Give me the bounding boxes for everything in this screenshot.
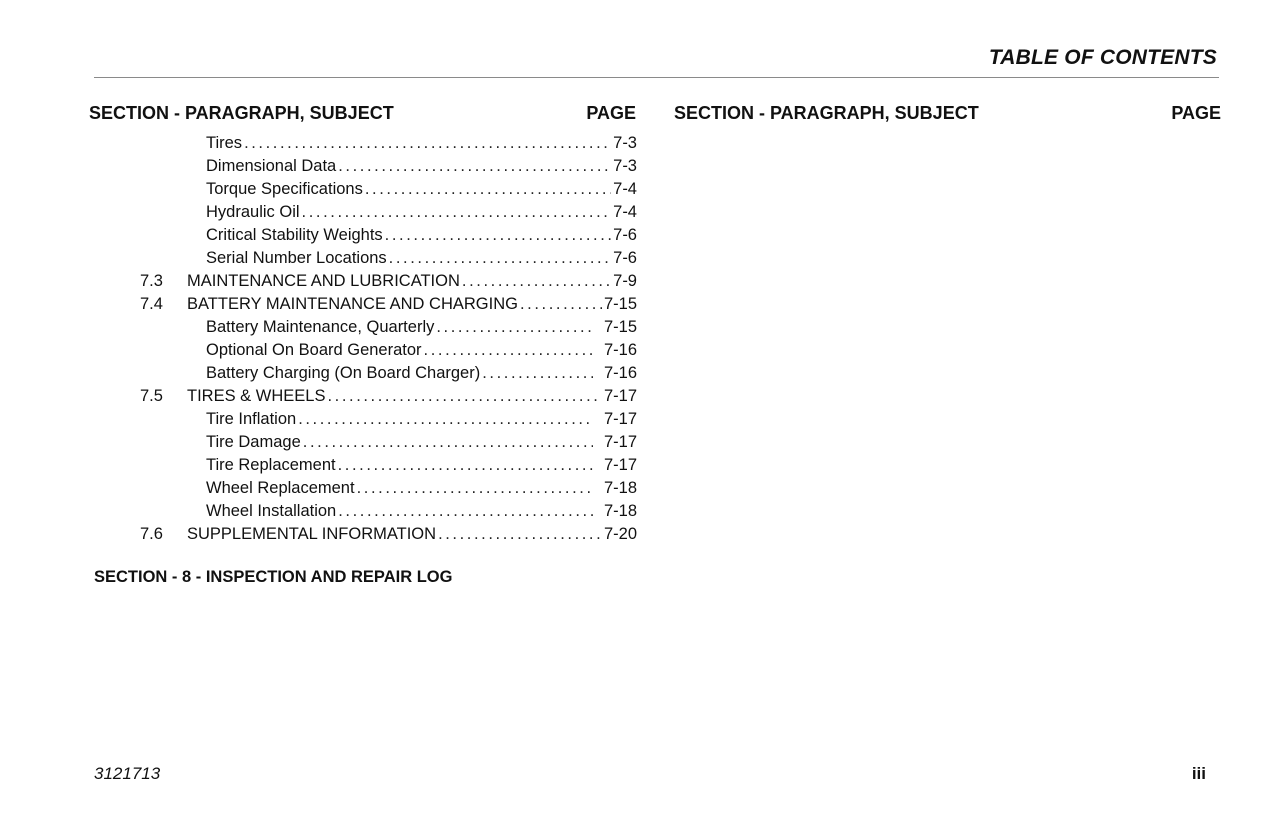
- toc-entry[interactable]: [140, 454, 637, 477]
- toc-leader-dots: [424, 339, 593, 362]
- toc-entry-line: [206, 132, 637, 155]
- toc-leader-dots: [327, 385, 602, 408]
- toc-entry-line: [187, 523, 637, 546]
- section-8-heading[interactable]: SECTION - 8 - INSPECTION AND REPAIR LOG: [94, 568, 453, 586]
- toc-entry-page: 7-3: [613, 134, 637, 152]
- toc-entry-line: [206, 155, 637, 178]
- toc-entry[interactable]: [140, 316, 637, 339]
- toc-entry[interactable]: [140, 385, 637, 408]
- toc-entry[interactable]: [140, 500, 637, 523]
- toc-leader-dots: [462, 270, 611, 293]
- toc-entry-title: SUPPLEMENTAL INFORMATION: [187, 525, 437, 543]
- toc-entry-title: Wheel Replacement: [206, 479, 355, 497]
- toc-leader-dots: [436, 316, 593, 339]
- toc-entry-title: Critical Stability Weights: [206, 226, 383, 244]
- toc-entry[interactable]: [140, 132, 637, 155]
- right-subject-label: SECTION - PARAGRAPH, SUBJECT: [674, 103, 979, 123]
- toc-entry-line: [206, 431, 637, 454]
- toc-entry[interactable]: [140, 247, 637, 270]
- toc-entry-title: Dimensional Data: [206, 157, 337, 175]
- toc-entry-title: Wheel Installation: [206, 502, 337, 520]
- toc-leader-dots: [365, 178, 611, 201]
- toc-entry-line: [206, 224, 637, 247]
- toc-entry-line: [206, 362, 637, 385]
- left-page-label: PAGE: [586, 103, 636, 123]
- toc-leader-dots: [244, 132, 611, 155]
- toc-leader-dots: [338, 500, 593, 523]
- toc-entry-page: 7-17: [603, 433, 637, 451]
- toc-entry-title: Hydraulic Oil: [206, 203, 300, 221]
- toc-entry-page: 7-15: [603, 318, 637, 336]
- toc-entry-page: 7-18: [603, 502, 637, 520]
- toc-entry-page: 7-4: [613, 203, 637, 221]
- toc-leader-dots: [438, 523, 602, 546]
- toc-entry-line: [206, 247, 637, 270]
- toc-entry-title: MAINTENANCE AND LUBRICATION: [187, 272, 460, 290]
- toc-entry-line: [206, 339, 637, 362]
- footer-doc-number: 3121713: [94, 764, 161, 783]
- toc-entry-line: [206, 178, 637, 201]
- toc-entry-line: [187, 293, 637, 316]
- toc-entry-title: Tire Damage: [206, 433, 301, 451]
- toc-leader-dots: [338, 454, 593, 477]
- toc-list: [140, 132, 637, 546]
- toc-entry-title: Optional On Board Generator: [206, 341, 422, 359]
- toc-entry-line: [206, 201, 637, 224]
- toc-leader-dots: [298, 408, 593, 431]
- toc-leader-dots: [482, 362, 593, 385]
- toc-entry-page: 7-17: [603, 387, 637, 405]
- toc-entry-line: [206, 454, 637, 477]
- toc-entry[interactable]: [140, 339, 637, 362]
- toc-entry-page: 7-4: [613, 180, 637, 198]
- toc-entry-page: 7-15: [603, 295, 637, 313]
- toc-entry-number: 7.4: [140, 295, 163, 313]
- toc-entry-number: 7.5: [140, 387, 163, 405]
- toc-entry-page: 7-6: [613, 226, 637, 244]
- toc-entry-page: 7-17: [603, 410, 637, 428]
- toc-entry-line: [206, 477, 637, 500]
- toc-leader-dots: [385, 224, 611, 247]
- toc-entry[interactable]: [140, 178, 637, 201]
- toc-entry-title: Battery Charging (On Board Charger): [206, 364, 481, 382]
- toc-entry-title: Serial Number Locations: [206, 249, 387, 267]
- toc-entry-page: 7-6: [613, 249, 637, 267]
- toc-entry-title: Battery Maintenance, Quarterly: [206, 318, 435, 336]
- toc-entry-line: [206, 316, 637, 339]
- toc-entry-page: 7-16: [603, 341, 637, 359]
- toc-entry[interactable]: [140, 477, 637, 500]
- toc-leader-dots: [338, 155, 611, 178]
- toc-entry-line: [187, 385, 637, 408]
- toc-entry-line: [206, 500, 637, 523]
- left-subject-label: SECTION - PARAGRAPH, SUBJECT: [89, 103, 394, 123]
- toc-entry[interactable]: [140, 408, 637, 431]
- toc-entry-title: Torque Specifications: [206, 180, 363, 198]
- toc-leader-dots: [357, 477, 593, 500]
- toc-entry-page: 7-16: [603, 364, 637, 382]
- toc-entry-page: 7-9: [613, 272, 637, 290]
- toc-entry-line: [187, 270, 637, 293]
- toc-entry-number: 7.6: [140, 525, 163, 543]
- toc-entry-title: Tires: [206, 134, 243, 152]
- toc-entry[interactable]: [140, 523, 637, 546]
- toc-entry[interactable]: [140, 224, 637, 247]
- toc-entry[interactable]: [140, 362, 637, 385]
- header-divider: [94, 77, 1219, 78]
- toc-entry-title: TIRES & WHEELS: [187, 387, 326, 405]
- toc-entry[interactable]: [140, 293, 637, 316]
- toc-entry-page: 7-17: [603, 456, 637, 474]
- toc-leader-dots: [303, 431, 593, 454]
- toc-entry-title: Tire Replacement: [206, 456, 336, 474]
- page-title: TABLE OF CONTENTS: [988, 46, 1217, 69]
- toc-entry[interactable]: [140, 201, 637, 224]
- right-page-label: PAGE: [1171, 103, 1221, 123]
- footer-page-number: iii: [1191, 764, 1206, 783]
- toc-entry[interactable]: [140, 431, 637, 454]
- toc-entry-page: 7-20: [603, 525, 637, 543]
- toc-entry-title: Tire Inflation: [206, 410, 297, 428]
- toc-entry-page: 7-3: [613, 157, 637, 175]
- toc-leader-dots: [389, 247, 611, 270]
- toc-entry[interactable]: [140, 270, 637, 293]
- toc-leader-dots: [302, 201, 612, 224]
- toc-entry-number: 7.3: [140, 272, 163, 290]
- toc-entry-title: BATTERY MAINTENANCE AND CHARGING: [187, 295, 518, 313]
- toc-entry-line: [206, 408, 637, 431]
- toc-entry[interactable]: [140, 155, 637, 178]
- toc-leader-dots: [520, 293, 602, 316]
- toc-entry-page: 7-18: [603, 479, 637, 497]
